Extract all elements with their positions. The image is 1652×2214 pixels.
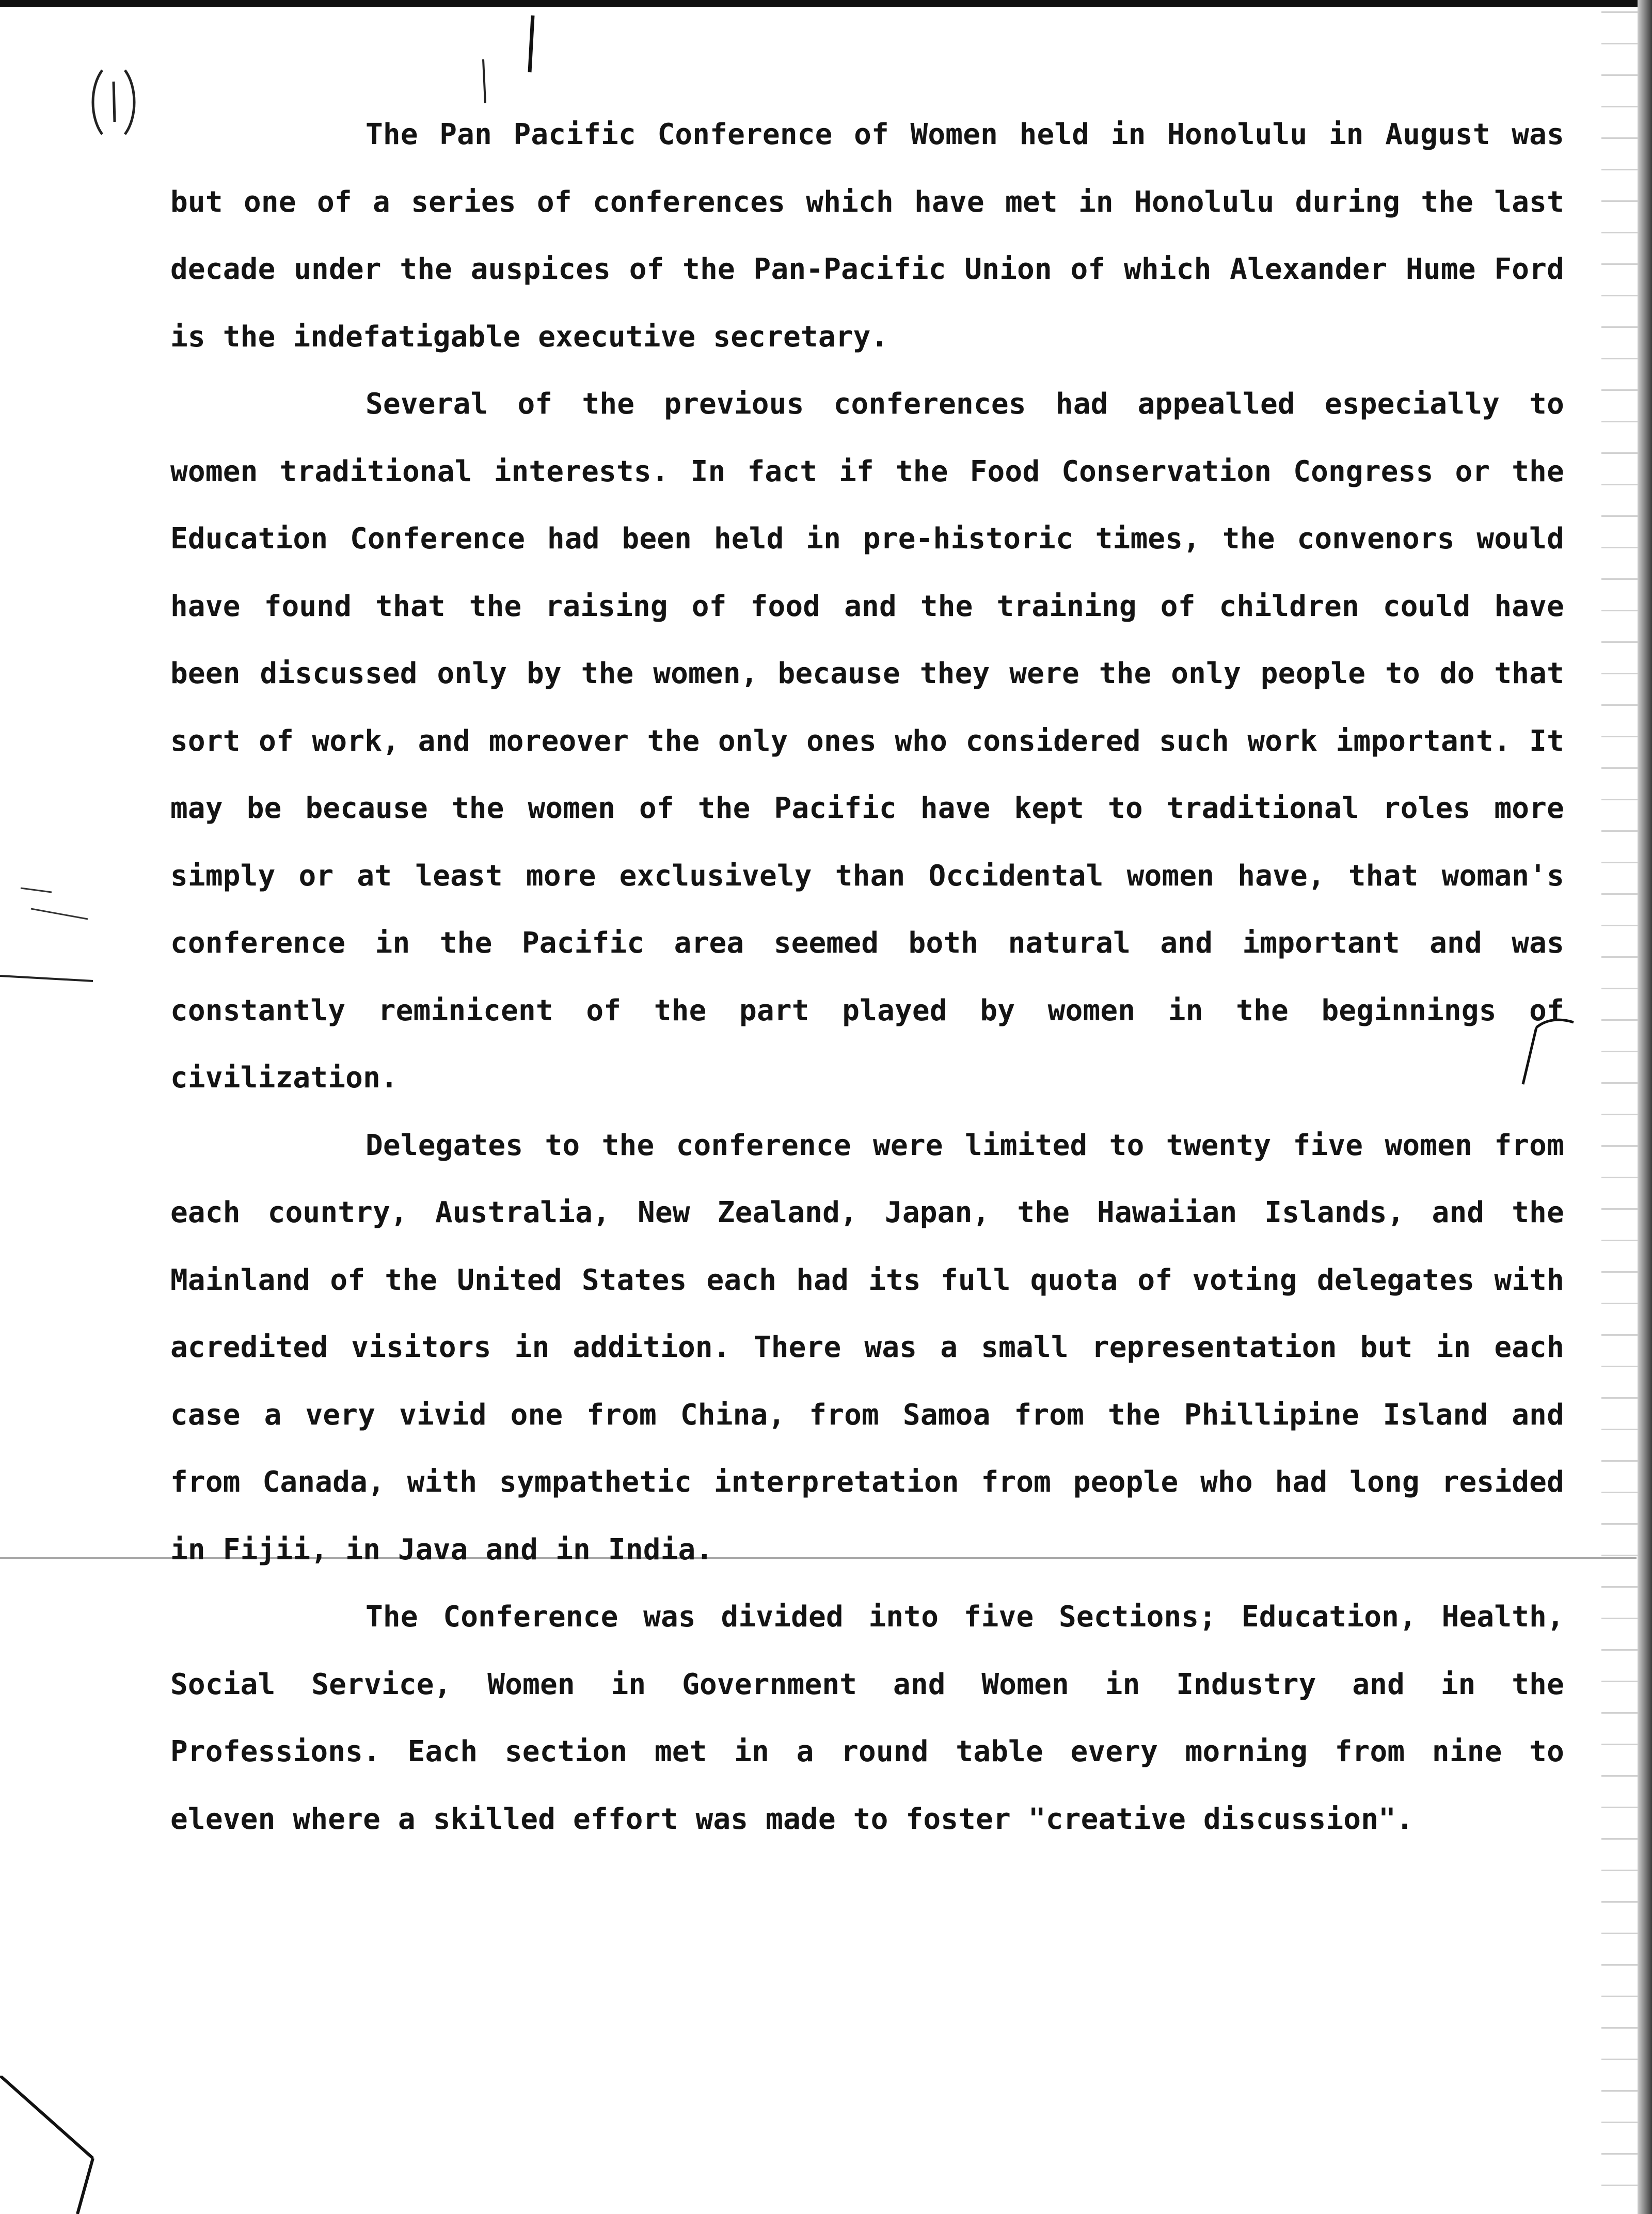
corner-artifact xyxy=(0,2076,119,2214)
document-body xyxy=(170,101,1564,1853)
margin-scribble xyxy=(0,878,103,997)
handwritten-tick-marks xyxy=(475,10,547,103)
scan-top-edge xyxy=(0,0,1652,7)
paragraph-1: The Pan Pacific Conference of Women held in Honolulu in August was but one of a series of conferences which have met in Honolulu during the last decade under the auspices of the Pan-Pacific Union of which Alexander Hume Ford is the indefatigable executive secretary. xyxy=(170,118,1564,354)
paragraph-3: Delegates to the conference were limited to twenty five women from each country, Australia, New Zealand, Japan, the Hawaiian Islands, and the Mainland of the United States each had its full quota of voting delegates with acredited visitors in addition. There was a small representation but in each case a very vivid one from China, from Samoa from the Phillipine Island and from Canada, with sympathetic interpretation from people who had long resided in Fijii, in Java and in India. xyxy=(170,1128,1564,1567)
paragraph-2: Several of the previous conferences had appealled especially to women traditional interests. In fact if the Food Conservation Congress or the Education Conference had been held in pre-historic times, the convenors would have found that the raising of food and the training of children could have been discussed only by the women, because they were the only people to do that sort of work, and moreover the only ones who considered such work important. It may be because the women of the Pacific have kept to traditional roles more simply or at least more exclusively than Occidental women have, that woman's conference in the Pacific area seemed both natural and important and was constantly reminicent of the part played by women in the beginnings of civilization. xyxy=(170,387,1564,1095)
paragraph-4: The Conference was divided into five Sections; Education, Health, Social Service, Women in Government and Women in Industry and in the Professions. Each section met in a round table every morning from nine to eleven where a skilled effort was made to foster "creative discussion". xyxy=(170,1600,1564,1836)
scan-right-edge xyxy=(1638,0,1652,2214)
handwritten-page-number xyxy=(87,66,140,138)
scan-right-speckle xyxy=(1601,0,1638,2214)
